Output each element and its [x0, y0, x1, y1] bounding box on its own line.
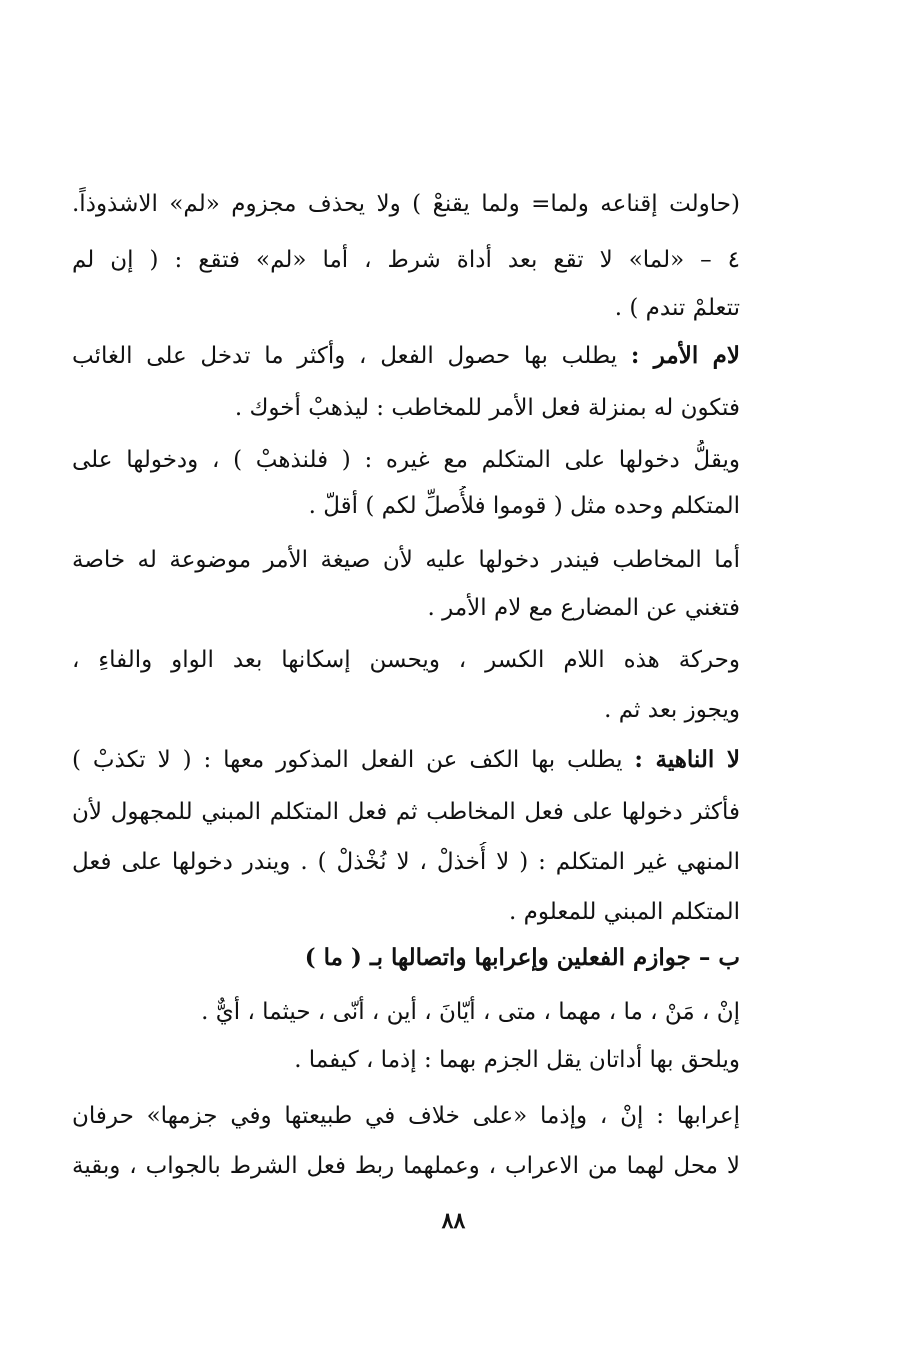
- text-line: لا محل لهما من الاعراب ، وعملهما ربط فعل الشرط بالجواب ، وبقية: [72, 1153, 740, 1179]
- text-line: ويقلُّ دخولها على المتكلم مع غيره : ( فلنذهبْ ) ، ودخولها على: [72, 447, 740, 473]
- text-line: فأكثر دخولها على فعل المخاطب ثم فعل المتكلم المبني للمجهول لأن: [72, 799, 740, 825]
- text-line: فتغني عن المضارع مع لام الأمر .: [427, 595, 740, 621]
- text-line: فتكون له بمنزلة فعل الأمر للمخاطب : ليذهبْ أخوك .: [234, 395, 740, 421]
- text-line: ويلحق بها أداتان يقل الجزم بهما : إذما ، كيفما .: [294, 1047, 740, 1073]
- text-line: (حاولت إقناعه ولما= ولما يقنعْ ) ولا يحذف مجزوم «لم» الاشذوذاً.: [72, 191, 740, 217]
- text-line: يطلب بها الكف عن الفعل المذكور معها : ( لا تكذبْ ): [72, 747, 635, 773]
- text-line: المنهي غير المتكلم : ( لا أُخذلْ ، لا نُخْذلْ ) . ويندر دخولها على فعل: [72, 849, 740, 875]
- paragraph-lam-al-amr: [72, 336, 740, 376]
- text-line: وحركة هذه اللام الكسر ، ويحسن إسكانها بعد الواو والفاءِ ،: [72, 647, 740, 673]
- page-number: ٨٨: [441, 1208, 466, 1234]
- text-line: المتكلم وحده مثل ( قوموا فلأُصلِّ لكم ) أقلّ .: [308, 493, 740, 519]
- term-lam-al-amr: لام الأمر :: [630, 342, 740, 369]
- section-heading: ب – جوازم الفعلين وإعرابها واتصالها بـ ( ما ): [304, 944, 740, 971]
- text-line: ويجوز بعد ثم .: [604, 697, 740, 723]
- text-line: تتعلمْ تندم ) .: [614, 295, 740, 321]
- text-line: ٤ – «لما» لا تقع بعد أداة شرط ، أما «لم» فتقع : ( إن لم: [72, 247, 740, 273]
- text-line: إعرابها : إنْ ، وإذما «على خلاف في طبيعتها وفي جزمها» حرفان: [72, 1103, 740, 1129]
- text-line: المتكلم المبني للمعلوم .: [509, 899, 740, 925]
- paragraph-la-al-nahiya: [72, 740, 740, 780]
- text-line: أما المخاطب فيندر دخولها عليه لأن صيغة الأمر موضوعة له خاصة: [72, 547, 740, 573]
- term-la-al-nahiya: لا الناهية :: [634, 746, 740, 773]
- text-line: يطلب بها حصول الفعل ، وأكثر ما تدخل على الغائب: [72, 343, 631, 369]
- text-line: إنْ ، مَنْ ، ما ، مهما ، متى ، أيّانَ ، أين ، أنّى ، حيثما ، أيٌّ .: [201, 999, 740, 1025]
